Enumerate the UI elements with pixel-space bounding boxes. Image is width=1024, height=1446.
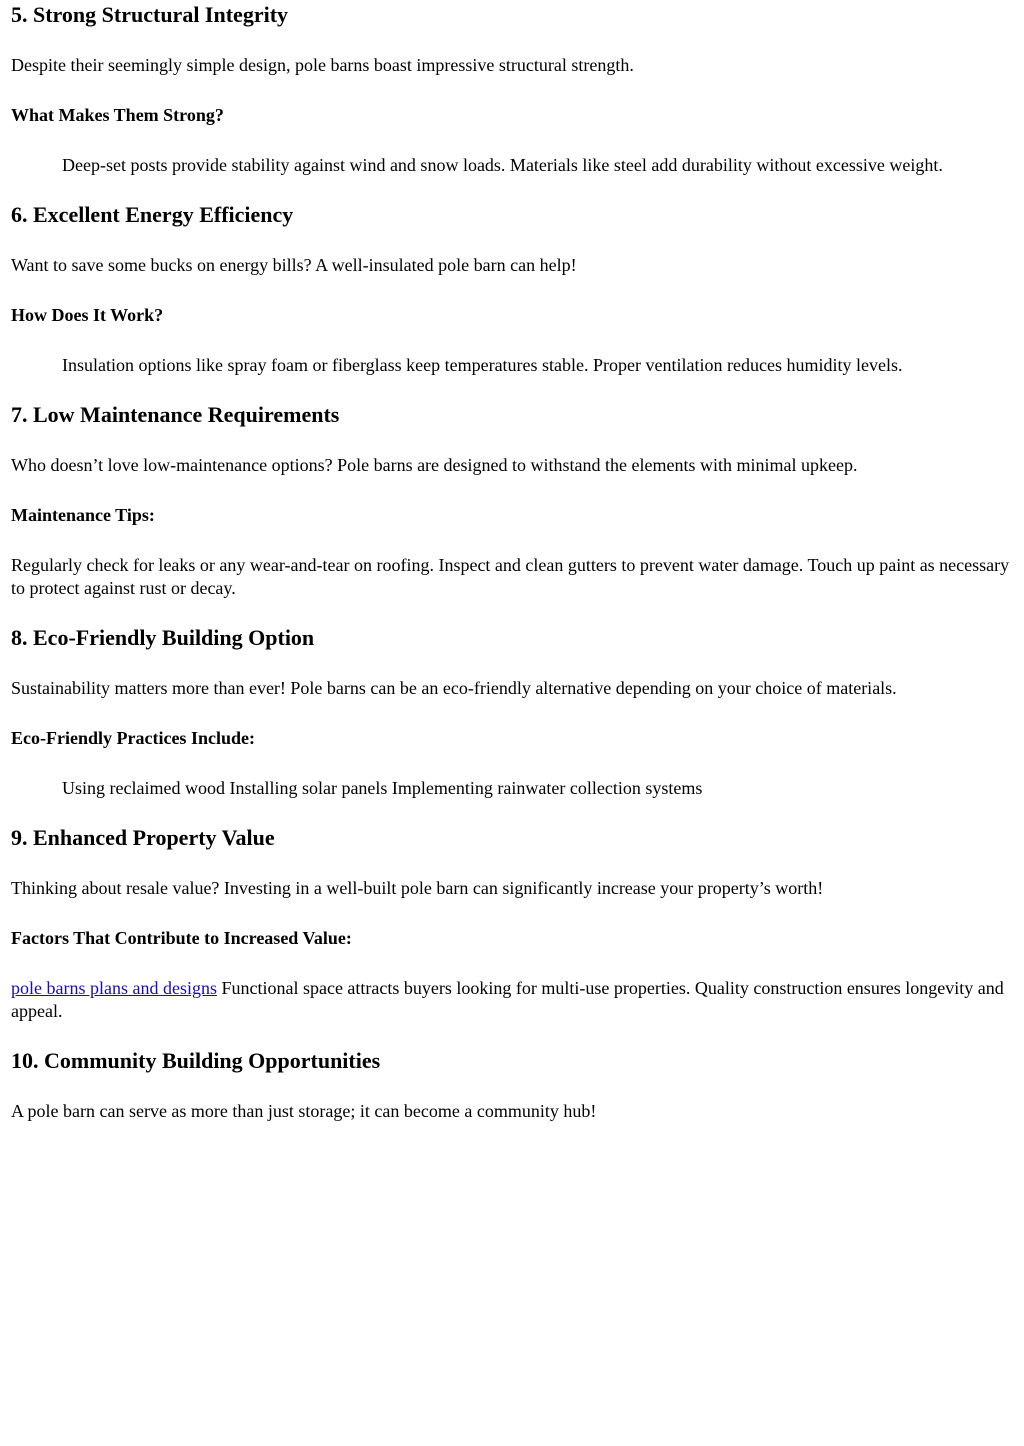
section-heading: 7. Low Maintenance Requirements [11,402,340,427]
section-subheading: How Does It Work? [11,305,164,325]
section-subheading: Maintenance Tips: [11,505,155,525]
section-intro: A pole barn can serve as more than just storage; it can become a community hub! [11,1101,597,1121]
section-intro: Thinking about resale value? Investing in a well-built pole barn can significantly increase your property’s worth! [11,878,824,898]
section-eco-friendly [11,625,1014,800]
pole-barns-plans-link[interactable]: pole barns plans and designs [11,978,217,998]
section-heading: 8. Eco-Friendly Building Option [11,625,315,650]
section-detail: Using reclaimed wood Installing solar panels Implementing rainwater collection systems [62,778,703,798]
section-intro: Who doesn’t love low-maintenance options? Pole barns are designed to withstand the elements with minimal upkeep. [11,455,858,475]
section-heading: 9. Enhanced Property Value [11,825,275,850]
section-intro: Want to save some bucks on energy bills? A well-insulated pole barn can help! [11,255,577,275]
section-energy-efficiency [11,202,1014,377]
section-subheading: Factors That Contribute to Increased Value: [11,928,352,948]
section-detail: Regularly check for leaks or any wear-and-tear on roofing. Inspect and clean gutters to prevent water damage. Touch up paint as necessary to protect against rust or decay. [11,555,1010,598]
section-subheading: What Makes Them Strong? [11,105,224,125]
section-community-building [11,1048,1014,1123]
section-heading: 10. Community Building Opportunities [11,1048,381,1073]
section-intro: Sustainability matters more than ever! Pole barns can be an eco-friendly alternative depending on your choice of materials. [11,678,897,698]
section-detail: Deep-set posts provide stability against wind and snow loads. Materials like steel add durability without excessive weight. [62,155,943,175]
section-heading: 6. Excellent Energy Efficiency [11,202,294,227]
section-structural-integrity [11,0,1014,177]
section-subheading: Eco-Friendly Practices Include: [11,728,255,748]
section-low-maintenance [11,402,1014,600]
section-heading: 5. Strong Structural Integrity [11,2,289,27]
section-detail-paragraph [11,977,1014,1023]
section-detail: Functional space attracts buyers looking for multi-use properties. Quality construction ensures longevity and appeal. [11,978,1004,1021]
section-detail: Insulation options like spray foam or fiberglass keep temperatures stable. Proper ventilation reduces humidity levels. [62,355,903,375]
section-intro: Despite their seemingly simple design, pole barns boast impressive structural strength. [11,55,634,75]
section-property-value [11,825,1014,1023]
